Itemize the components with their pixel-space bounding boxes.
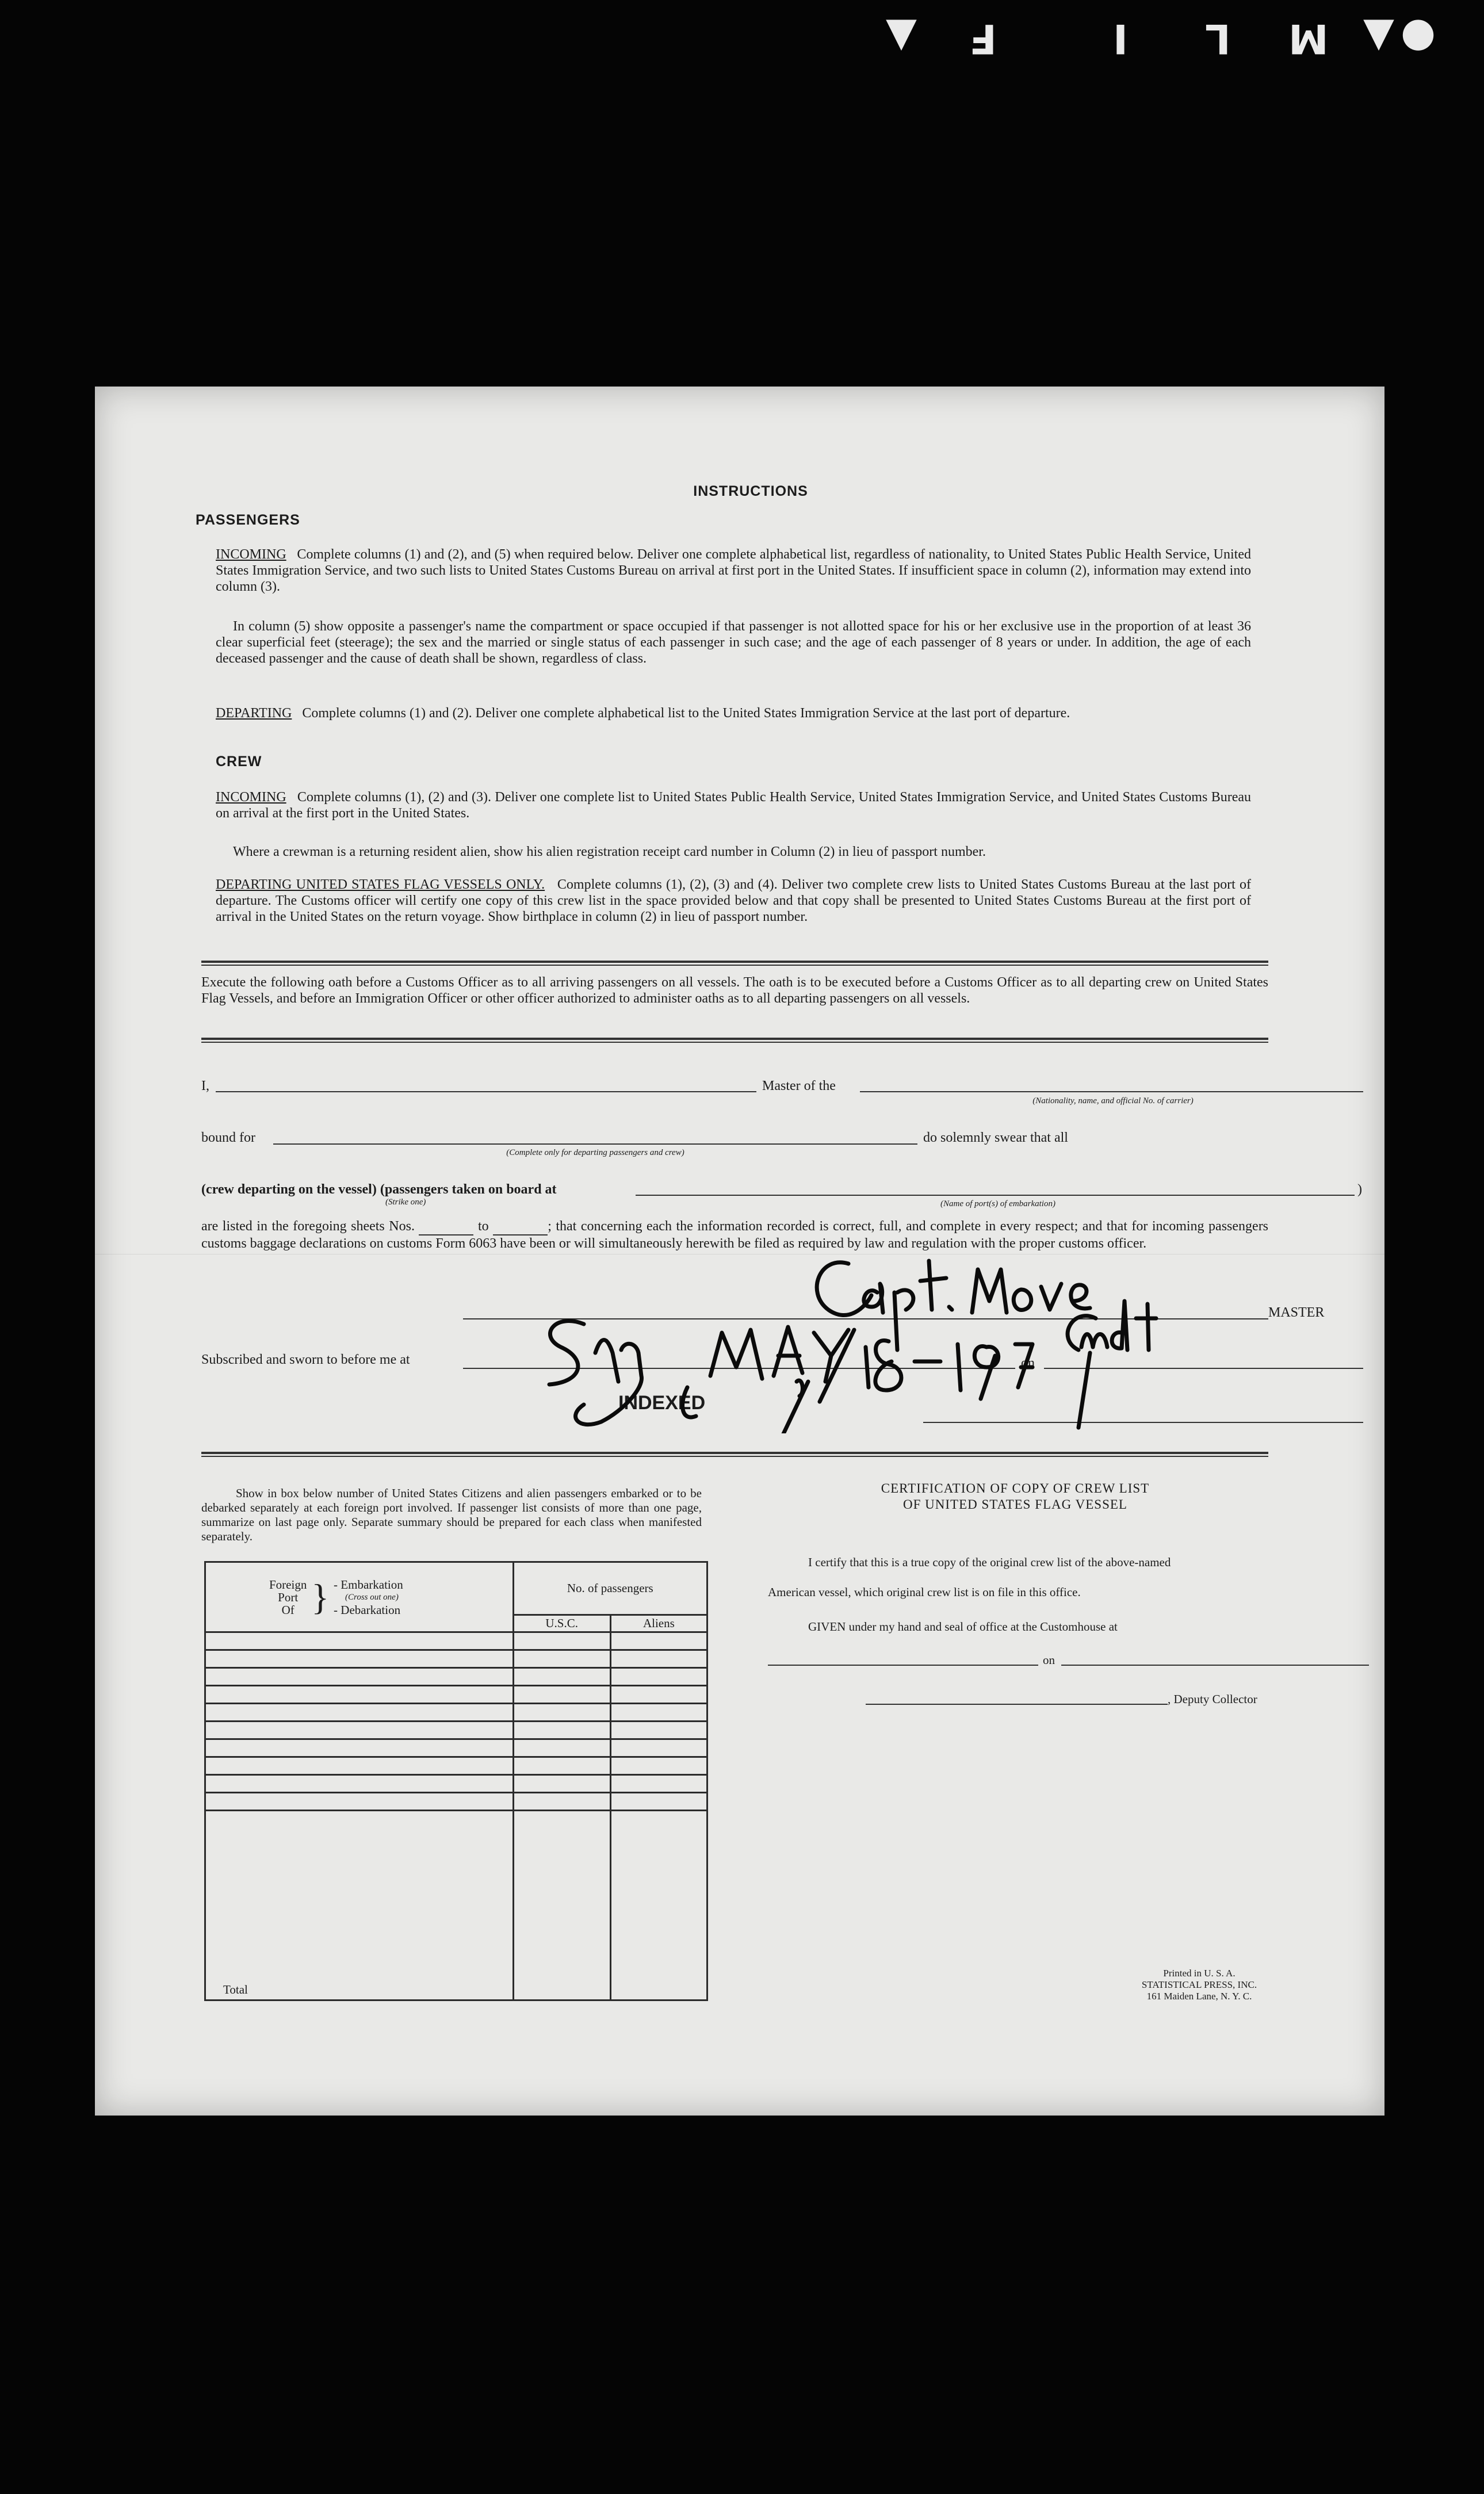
film-letter-i: I	[1113, 15, 1129, 62]
dot-marker-icon: ●	[1401, 15, 1436, 62]
film-reel-markings	[886, 15, 1461, 68]
passengers-departing-text: Complete columns (1) and (2). Deliver one complete alphabetical list to the United States Immigration Service at the last port of departure.	[302, 706, 1070, 721]
table-row	[205, 1721, 707, 1739]
customs-form-page	[95, 387, 1384, 2116]
handwriting-date	[710, 1327, 1032, 1402]
imprint-line2: STATISTICAL PRESS, INC.	[1141, 1979, 1257, 1990]
table-row	[205, 1667, 707, 1685]
imprint-line3: 161 Maiden Lane, N. Y. C.	[1146, 1991, 1252, 2002]
table-row	[205, 1703, 707, 1721]
passengers-heading: PASSENGERS	[196, 512, 300, 528]
handwriting-place	[549, 1321, 641, 1425]
section-divider	[201, 961, 1268, 966]
printer-imprint	[1073, 1968, 1326, 2002]
total-label: Total	[205, 1810, 514, 2000]
passengers-column5: In column (5) show opposite a passenger's name the compartment or space occupied if that passenger is not allotted space for his or her exclusive use in the proportion of at least 36 clear superficial feet (steerage); the sex and the married or single status of each passenger in such case; and the age of each passenger of 8 years or under. In addition, the age of each deceased passenger and the cause of death shall be shown, regardless of class.	[216, 619, 1251, 666]
page-title: INSTRUCTIONS	[693, 483, 808, 499]
summary-instructions: Show in box below number of United States Citizens and alien passengers embarked or to be debarked separately at each foreign port involved. If passenger list consists of more than one page, summarize on last page only. Separate summary should be prepared for each class when manifested separately.	[201, 1486, 702, 1543]
port-header-cell	[205, 1562, 514, 1632]
carrier-line	[860, 1091, 1363, 1092]
deputy-collector-label: , Deputy Collector	[1168, 1692, 1257, 1706]
handwriting-master-signature	[817, 1261, 1090, 1350]
crew-resident: Where a crewman is a returning resident alien, show his alien registration receipt card number in Column (2) in lieu of passport number.	[233, 844, 986, 859]
usc-header: U.S.C.	[513, 1615, 610, 1632]
table-row	[205, 1650, 707, 1667]
listed-text-b: ; that concerning each the information recorded is correct, full, and complete in every respect; and that for incoming passengers customs baggage declarations on customs Form 6063 have been or will simultaneously herewith be filed as required by law and regulation with the proper customs officer.	[201, 1219, 1269, 1251]
oath-crew-departing: (crew departing on the vessel) (passengers taken on board at	[201, 1182, 557, 1197]
carrier-note: (Nationality, name, and official No. of carrier)	[1032, 1096, 1194, 1106]
passengers-incoming-text: Complete columns (1) and (2), and (5) when required below. Deliver one complete alphabetical list, regardless of nationality, to United States Public Health Service, United States Immigration Service, and two such lists to United States Customs Bureau on arrival at first port in the United States. If insufficient space in column (2), information may extend into column (3).	[216, 547, 1252, 594]
certification-heading-line2: OF UNITED STATES FLAG VESSEL	[903, 1497, 1127, 1512]
oath-swear: do solemnly swear that all	[923, 1130, 1068, 1145]
certify-text-b: American vessel, which original crew list is on file in this office.	[768, 1585, 1081, 1599]
embarkation-ports-line	[636, 1195, 1355, 1196]
port-header-foreign: Foreign	[269, 1577, 307, 1592]
table-row	[205, 1632, 707, 1650]
master-label: MASTER	[1268, 1305, 1325, 1320]
section-divider	[201, 1038, 1268, 1043]
passengers-departing-label: DEPARTING	[216, 706, 292, 721]
film-letter-m: M	[1288, 15, 1329, 62]
table-row	[205, 1685, 707, 1703]
crew-incoming	[216, 789, 1251, 821]
handwriting-stamp-mark	[683, 1380, 808, 1433]
sheet-to-blank	[493, 1218, 548, 1235]
crew-departing	[216, 877, 1251, 925]
certify-text-a: I certify that this is a true copy of the original crew list of the above-named	[808, 1555, 1171, 1569]
crew-heading: CREW	[216, 753, 262, 770]
ports-note: (Name of port(s) of embarkation)	[940, 1199, 1055, 1208]
certification-heading	[814, 1481, 1217, 1513]
triangle-marker-icon: ▲	[1363, 15, 1394, 62]
film-letter-l: L	[1205, 15, 1231, 62]
listed-to: to	[478, 1219, 489, 1234]
port-header-of: Of	[281, 1602, 294, 1617]
crew-departing-label: DEPARTING UNITED STATES FLAG VESSELS ONLY.	[216, 877, 545, 892]
film-letter-f: F	[969, 15, 997, 62]
embarkation-label: - Embarkation	[334, 1577, 403, 1592]
section-divider	[201, 1452, 1268, 1457]
oath-close-paren: )	[1357, 1182, 1362, 1197]
oath-i-label: I,	[201, 1078, 209, 1093]
sheet-from-blank	[419, 1218, 473, 1235]
brace-icon: }	[311, 1576, 330, 1617]
passengers-incoming-label: INCOMING	[216, 547, 286, 562]
listed-text-a: are listed in the foregoing sheets Nos.	[201, 1219, 415, 1234]
table-row	[205, 1792, 707, 1810]
handwriting-officer-signature	[1068, 1301, 1156, 1428]
port-passenger-table	[204, 1561, 708, 2001]
crew-departing-text: Complete columns (1), (2), (3) and (4). Deliver two complete crew lists to United States Customs Bureau at the last port of departure. The Customs officer will certify one copy of this crew list in the space provided below and that copy shall be presented to United States Customs Bureau at the first port of arrival in the United States on the return voyage. Show birthplace in column (2) in lieu of passport number.	[216, 877, 1252, 924]
oath-bound-for: bound for	[201, 1130, 255, 1145]
customhouse-line	[768, 1665, 1038, 1666]
debarkation-label: - Debarkation	[334, 1602, 401, 1617]
strike-note: (Strike one)	[385, 1198, 426, 1207]
oath-master-of: Master of the	[762, 1078, 836, 1093]
certification-date-line	[1061, 1665, 1369, 1666]
master-name-line	[216, 1091, 756, 1092]
table-row	[205, 1739, 707, 1757]
total-row	[205, 1810, 707, 2000]
table-row	[205, 1757, 707, 1774]
subscribed-label: Subscribed and sworn to before me at	[201, 1352, 410, 1367]
oath-instructions: Execute the following oath before a Customs Officer as to all arriving passengers on all vessels. The oath is to be executed before a Customs Officer as to all departing crew on United States Flag Vessels, and before an Immigration Officer or other officer authorized to administer oaths as to all departing passengers on all vessels.	[201, 975, 1268, 1006]
passengers-count-header: No. of passengers	[513, 1562, 707, 1615]
passengers-departing	[216, 705, 1251, 721]
certification-heading-line1: CERTIFICATION OF COPY OF CREW LIST	[881, 1481, 1150, 1495]
crew-incoming-text: Complete columns (1), (2) and (3). Deliver one complete list to United States Public Health Service, United States Immigration Service, and United States Customs Bureau on arrival at the first port in the United States.	[216, 790, 1252, 821]
bound-for-line	[273, 1143, 917, 1145]
bound-note: (Complete only for departing passengers and crew)	[506, 1148, 684, 1157]
triangle-marker-icon: ▲	[886, 15, 917, 62]
indexed-stamp: INDEXED	[618, 1392, 706, 1414]
table-row	[205, 1774, 707, 1792]
port-header-port: Port	[278, 1590, 299, 1604]
certification-on-label: on	[1043, 1653, 1055, 1667]
handwritten-signature	[452, 1238, 1268, 1433]
subscribed-on-label: on	[1021, 1356, 1035, 1371]
given-text: GIVEN under my hand and seal of office at the Customhouse at	[808, 1620, 1118, 1634]
cross-out-label: (Cross out one)	[345, 1592, 399, 1602]
passengers-incoming	[216, 546, 1251, 595]
deputy-signature-line	[866, 1704, 1168, 1705]
aliens-header: Aliens	[610, 1615, 707, 1632]
imprint-line1: Printed in U. S. A.	[1163, 1968, 1236, 1979]
crew-incoming-label: INCOMING	[216, 790, 286, 805]
